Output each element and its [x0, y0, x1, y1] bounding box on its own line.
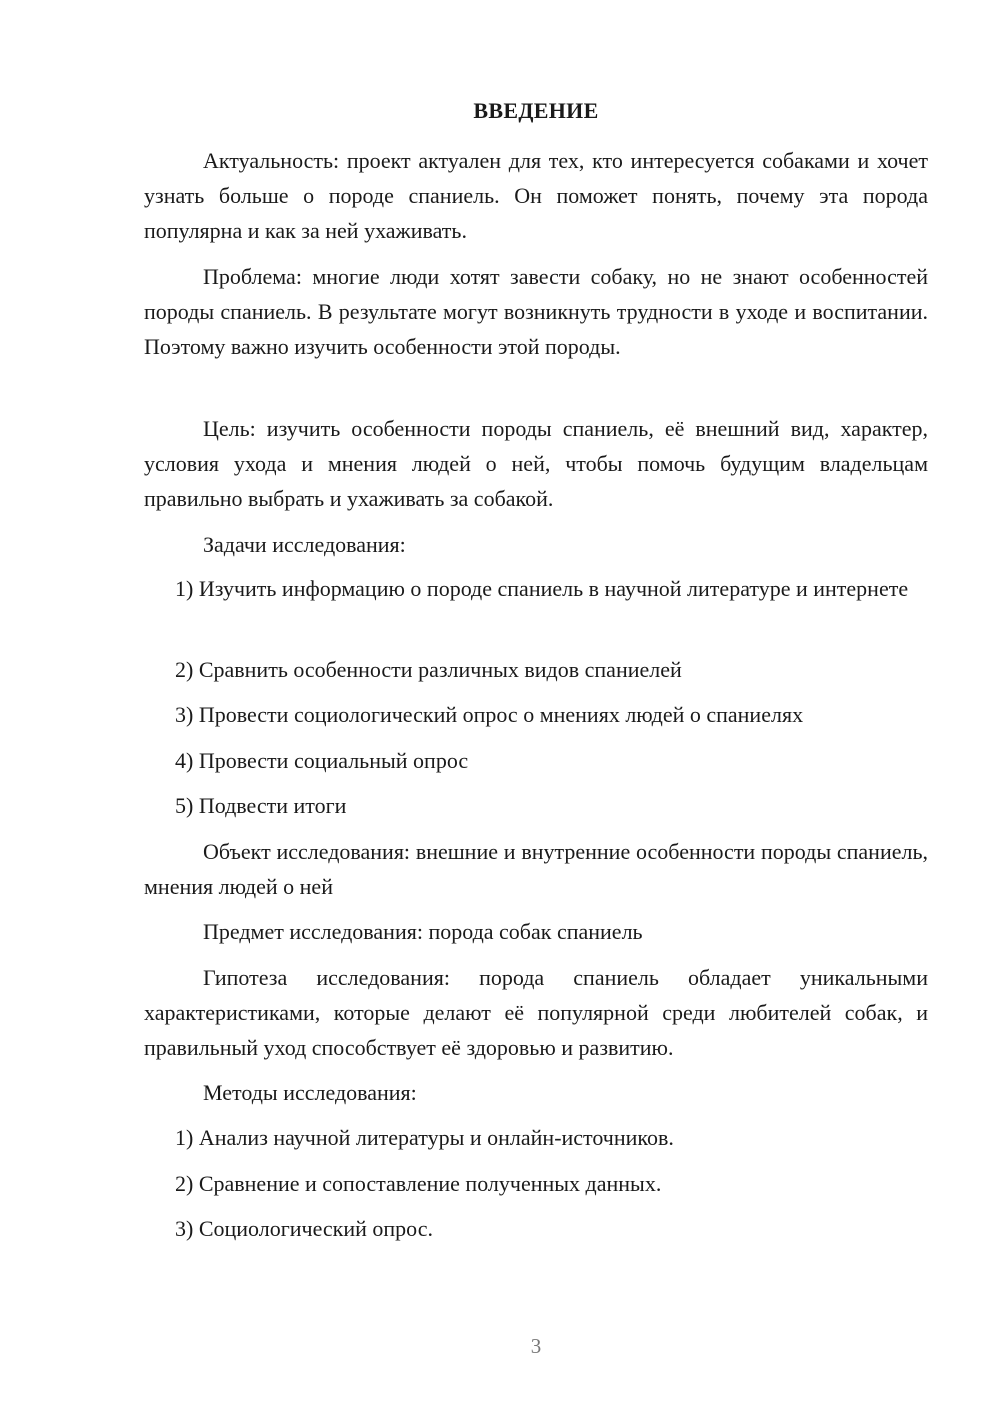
task-item-2: 2) Сравнить особенности различных видов спаниелей	[175, 657, 682, 682]
paragraph-problem: Проблема: многие люди хотят завести собаку, но не знают особенностей породы спаниель. В результате могут возникнуть трудности в уходе и воспитании. Поэтому важно изучить особенности этой породы.	[144, 264, 928, 359]
section-heading: ВВЕДЕНИЕ	[473, 98, 599, 123]
paragraph-hypothesis: Гипотеза исследования: порода спаниель обладает уникальными характеристиками, которые делают её популярной среди любителей собак, и правильный уход способствует её здоровью и развитию.	[144, 965, 928, 1060]
method-item-1: 1) Анализ научной литературы и онлайн-источников.	[175, 1125, 674, 1150]
paragraph-tasks-title: Задачи исследования:	[203, 532, 406, 557]
task-item-5: 5) Подвести итоги	[175, 793, 347, 818]
task-item-3: 3) Провести социологический опрос о мнениях людей о спаниелях	[175, 702, 804, 727]
method-item-3: 3) Социологический опрос.	[175, 1216, 433, 1241]
paragraph-object: Объект исследования: внешние и внутренние особенности породы спаниель, мнения людей о ней	[144, 839, 928, 899]
task-item-1: 1) Изучить информацию о породе спаниель в научной литературе и интернете	[175, 576, 909, 601]
page-number: 3	[530, 1334, 542, 1358]
paragraph-actuality: Актуальность: проект актуален для тех, кто интересуется собаками и хочет узнать больше о породе спаниель. Он поможет понять, почему эта порода популярна и как за ней ухаживать.	[144, 148, 928, 243]
method-item-2: 2) Сравнение и сопоставление полученных данных.	[175, 1171, 662, 1196]
paragraph-methods-title: Методы исследования:	[203, 1080, 417, 1105]
paragraph-subject: Предмет исследования: порода собак спаниель	[203, 919, 643, 944]
task-item-4: 4) Провести социальный опрос	[175, 748, 469, 773]
paragraph-goal: Цель: изучить особенности породы спаниель, её внешний вид, характер, условия ухода и мнения людей о ней, чтобы помочь будущим владельцам правильно выбрать и ухаживать за собакой.	[144, 416, 928, 511]
